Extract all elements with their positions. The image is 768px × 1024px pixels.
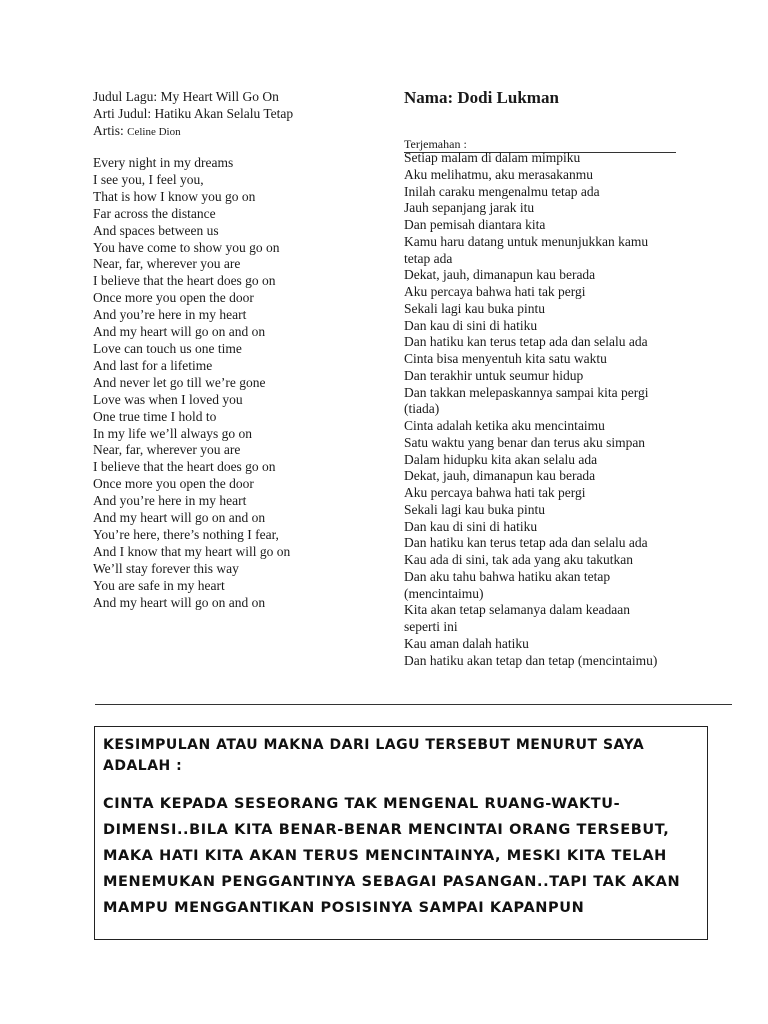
lyric-line-english: Near, far, wherever you are [93,256,241,272]
lyric-line-indonesian: Jauh sepanjang jarak itu [404,200,535,216]
lyric-line-english: I see you, I feel you, [93,171,204,187]
conclusion-body: CINTA KEPADA SESEORANG TAK MENGENAL RUANG-WAKTU-DIMENSI..BILA KITA BENAR-BENAR MENCINTAI ORANG TERSEBUT, MAKA HATI KITA AKAN TERUS MENCINTAINYA, MESKI KITA TELAH MENEMUKAN PENGGANTINYA SEBAGAI PASANGAN..TAPI TAK AKAN MAMPU MENGGANTIKAN POSISINYA SAMPAI KAPANPUN [103,796,681,916]
song-title-line: Judul Lagu: My Heart Will Go On [93,89,279,104]
lyric-line-indonesian: Dan kau di sini di hatiku [404,518,538,534]
lyric-line-indonesian: seperti ini [404,619,458,634]
lyric-line-english: That is how I know you go on [93,188,256,204]
artist-line [93,122,181,141]
lyric-line-english: Love was when I loved you [93,391,243,407]
lyric-line-english: And spaces between us [93,222,219,238]
lyric-line-english: You’re here, there’s nothing I fear, [93,526,279,542]
lyric-line-indonesian: Dan takkan melepaskannya sampai kita pergi [404,384,649,400]
artist-name: Celine Dion [127,126,181,138]
lyric-line-indonesian: Setiap malam di dalam mimpiku [404,150,581,165]
lyric-line-indonesian: Cinta bisa menyentuh kita satu waktu [404,351,607,366]
lyric-line-english: Once more you open the door [93,290,254,306]
lyric-line-english: One true time I hold to [93,408,217,424]
lyric-line-english: You have come to show you go on [93,239,280,255]
lyric-line-english: You are safe in my heart [93,577,225,593]
lyric-line-indonesian: Cinta adalah ketika aku mencintaimu [404,418,605,433]
lyric-line-indonesian: (tiada) [404,401,440,417]
lyric-line-indonesian: Dan aku tahu bahwa hatiku akan tetap [404,568,611,584]
lyric-line-indonesian: tetap ada [404,250,453,266]
lyric-line-english: And my heart will go on and on [93,324,266,340]
lyric-line-indonesian: (mencintaimu) [404,585,484,601]
english-lyrics [93,155,383,611]
lyric-line-indonesian: Dan terakhir untuk seumur hidup [404,367,584,383]
conclusion-heading: KESIMPULAN ATAU MAKNA DARI LAGU TERSEBUT MENURUT SAYA ADALAH : [103,737,645,774]
lyric-line-english: Once more you open the door [93,476,254,492]
lyric-line-english: Love can touch us one time [93,340,242,356]
lyric-line-indonesian: Kau ada di sini, tak ada yang aku takutkan [404,552,634,567]
lyric-line-english: And I know that my heart will go on [93,543,291,559]
section-divider [95,704,732,705]
artist-label: Artis: [93,123,124,138]
lyric-line-indonesian: Kamu haru datang untuk menunjukkan kamu [404,233,649,249]
lyric-line-indonesian: Dalam hidupku kita akan selalu ada [404,451,598,467]
lyric-line-english: And my heart will go on and on [93,594,266,610]
lyric-line-indonesian: Sekali lagi kau buka pintu [404,300,545,316]
lyric-line-english: And my heart will go on and on [93,510,266,526]
lyric-line-indonesian: Dekat, jauh, dimanapun kau berada [404,267,596,283]
lyric-line-indonesian: Dan hatiku kan terus tetap ada dan selalu ada [404,334,648,350]
lyric-line-indonesian: Dan kau di sini di hatiku [404,317,538,333]
lyric-line-english: Every night in my dreams [93,155,234,170]
lyric-line-english: We’ll stay forever this way [93,560,239,576]
indonesian-lyrics [404,150,704,669]
lyric-line-indonesian: Dan pemisah diantara kita [404,217,546,232]
translation-label: Terjemahan : [404,137,467,151]
lyric-line-english: Near, far, wherever you are [93,442,241,458]
lyric-line-english: And never let go till we’re gone [93,374,266,390]
student-name: Nama: Dodi Lukman [404,88,559,107]
lyric-line-english: I believe that the heart does go on [93,459,276,475]
lyric-line-indonesian: Kau aman dalah hatiku [404,635,529,651]
lyric-line-english: In my life we’ll always go on [93,425,252,441]
lyric-line-english: And last for a lifetime [93,357,213,373]
lyric-line-indonesian: Sekali lagi kau buka pintu [404,501,545,517]
lyric-line-english: Far across the distance [93,205,216,221]
conclusion-box [94,726,708,940]
lyric-line-english: And you’re here in my heart [93,307,247,323]
lyric-line-indonesian: Kita akan tetap selamanya dalam keadaan [404,602,631,618]
lyric-line-indonesian: Satu waktu yang benar dan terus aku simpan [404,434,646,450]
lyric-line-indonesian: Dan hatiku akan tetap dan tetap (mencintaimu) [404,652,658,668]
lyric-line-indonesian: Inilah caraku mengenalmu tetap ada [404,183,600,199]
lyric-line-indonesian: Dan hatiku kan terus tetap ada dan selalu ada [404,535,648,551]
lyric-line-indonesian: Dekat, jauh, dimanapun kau berada [404,468,596,484]
meaning-title-line: Arti Judul: Hatiku Akan Selalu Tetap [93,106,294,121]
lyric-line-english: I believe that the heart does go on [93,273,276,289]
lyric-line-english: And you’re here in my heart [93,493,247,509]
lyric-line-indonesian: Aku percaya bahwa hati tak pergi [404,485,586,500]
lyric-line-indonesian: Aku percaya bahwa hati tak pergi [404,284,586,299]
lyric-line-indonesian: Aku melihatmu, aku merasakanmu [404,166,593,182]
